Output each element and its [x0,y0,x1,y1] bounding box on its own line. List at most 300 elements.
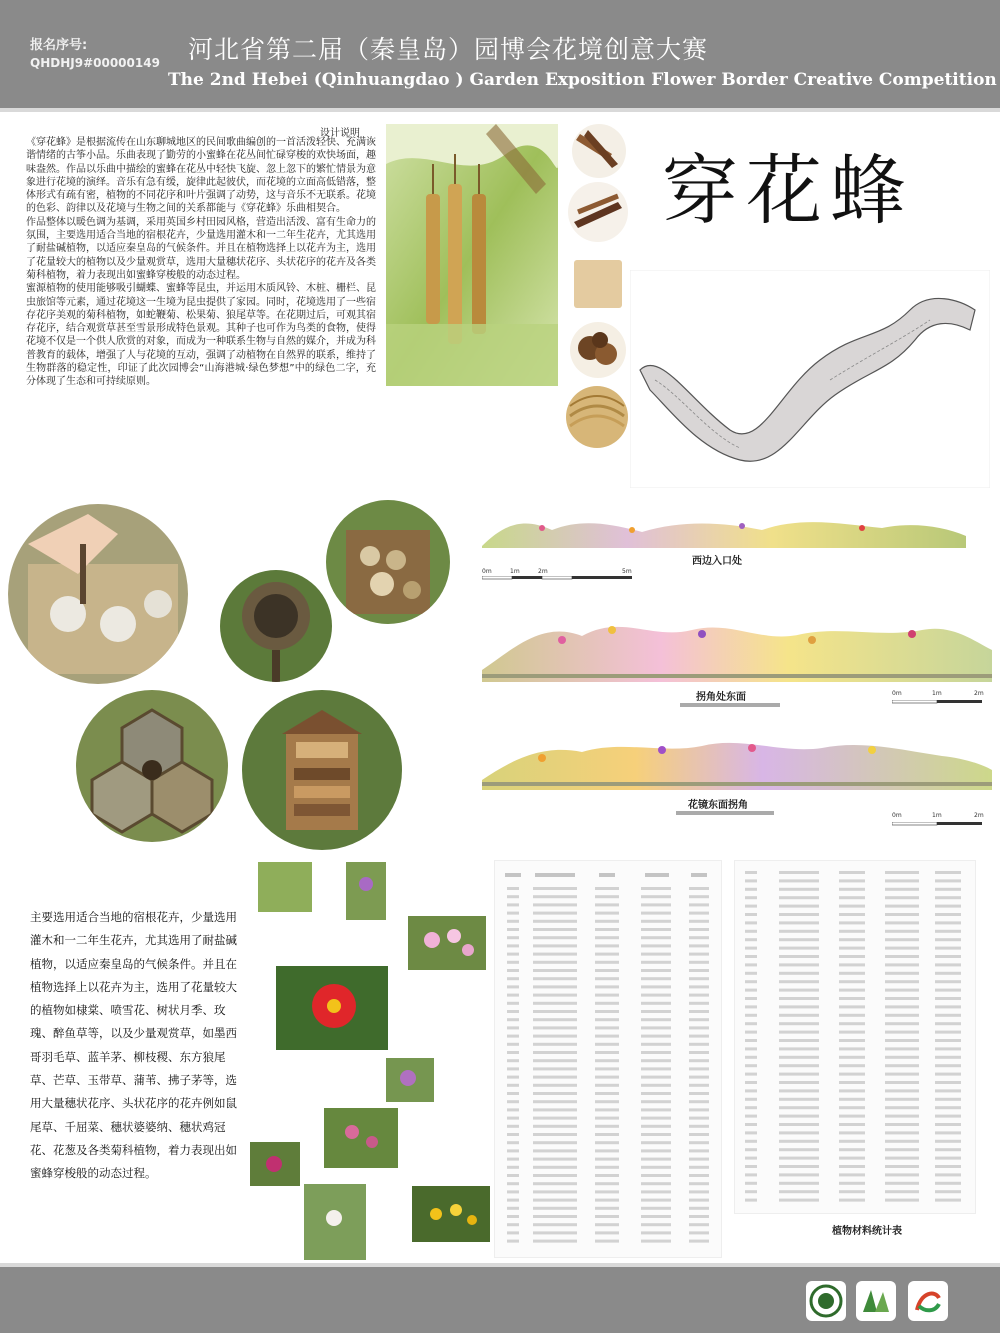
table-cell-placeholder [935,1182,961,1185]
bee-house-photo [242,690,402,850]
table-cell-placeholder [689,1100,709,1103]
table-cell-placeholder [641,953,671,956]
table-cell-placeholder [745,1190,757,1193]
table-cell-placeholder [641,1125,671,1128]
table-cell-placeholder [533,1231,577,1234]
yellow-flower-photo [412,1186,490,1242]
organizer-logo [856,1281,896,1321]
plant-table-caption: 植物材料统计表 [832,1226,902,1237]
table-cell-placeholder [533,920,577,923]
table-cell-placeholder [779,1165,819,1168]
table-cell-placeholder [935,871,961,874]
table-cell-placeholder [595,1002,619,1005]
table-cell-placeholder [641,912,671,915]
table-cell-placeholder [533,1166,577,1169]
table-cell-placeholder [839,1089,865,1092]
table-cell-placeholder [507,1158,519,1161]
table-cell-placeholder [779,1014,819,1017]
table-cell-placeholder [779,1005,819,1008]
table-cell-placeholder [885,930,919,933]
table-cell-placeholder [507,1125,519,1128]
table-cell-placeholder [935,921,961,924]
table-cell-placeholder [689,1166,709,1169]
table-cell-placeholder [507,1010,519,1013]
table-cell-placeholder [745,888,757,891]
table-cell-placeholder [641,1158,671,1161]
table-cell-placeholder [745,1173,757,1176]
design-note-heading: 设计说明 [320,128,360,139]
label-underline [676,811,774,815]
table-cell-placeholder [745,1005,757,1008]
table-cell-placeholder [885,1123,919,1126]
table-cell-placeholder [507,895,519,898]
table-cell-placeholder [745,1140,757,1143]
table-cell-placeholder [885,1047,919,1050]
table-cell-placeholder [507,969,519,972]
table-cell-placeholder [641,961,671,964]
table-cell-placeholder [885,955,919,958]
table-cell-placeholder [779,913,819,916]
table-cell-placeholder [935,905,961,908]
table-cell-placeholder [689,1018,709,1021]
table-cell-placeholder [839,1031,865,1034]
table-cell-placeholder [595,969,619,972]
table-cell-placeholder [533,985,577,988]
table-cell-placeholder [533,1051,577,1054]
table-cell-placeholder [689,1133,709,1136]
table-cell-placeholder [779,1173,819,1176]
table-cell-placeholder [533,977,577,980]
table-cell-placeholder [533,994,577,997]
table-cell-placeholder [689,887,709,890]
title-english: The 2nd Hebei (Qinhuangdao ) Garden Exposition Flower Border Creative Competition [168,70,997,90]
design-note-paragraph: 作品整体以暖色调为基调，采用英国乡村田园风格，营造出活泼、富有生命力的氛围，主要选用适合当地的宿根花卉，少量选用灌木和一二年生花卉，尤其选用了耐盐碱植物，以适应秦皇岛的气候条件。并且在植物选择上以花卉为主，选用了花量较大的植物以及少量观赏草，选用大量穗状花序、头状花序的花卉及各类菊科植物，着力表现出如蜜蜂穿梭般的动态过程。 [26,216,376,281]
bee-hotel-photo-2 [220,570,332,682]
table-cell-placeholder [935,1031,961,1034]
table-cell-placeholder [885,1081,919,1084]
design-note-paragraph: 蜜源植物的使用能够吸引蝴蝶、蜜蜂等昆虫，并运用木质风铃、木桩、栅栏、昆虫旅馆等元素，通过花境这一生境为昆虫提供了家园。同时，花境选用了一些宿存花序美观的菊科植物，如蛇鞭菊、松果菊、狼尾草等。在花期过后，可观其宿存花序，结合观赏草甚至雪景形成特色景观。其种子也可作为鸟类的食物，使得花境不仅是一个供人欣赏的对象，而成为一种联系生物与自然的媒介，并成为科普教育的载体，增强了人与花境的互动，强调了动植物在自然界的联系，维持了生物群落的稳定性，印证了此次园博会“山海港城·绿色梦想”中的绿色二字，充分体现了生态和可持续原则。 [26,283,376,388]
table-cell-placeholder [641,1223,671,1226]
table-cell-placeholder [689,1002,709,1005]
table-cell-placeholder [595,1076,619,1079]
table-cell-placeholder [779,1022,819,1025]
table-cell-placeholder [745,1123,757,1126]
table-cell-placeholder [885,896,919,899]
table-cell-placeholder [507,1141,519,1144]
table-cell-placeholder [839,1064,865,1067]
table-cell-placeholder [885,1073,919,1076]
table-cell-placeholder [595,1240,619,1243]
table-cell-placeholder [779,1089,819,1092]
table-cell-placeholder [507,1100,519,1103]
footer-bar [0,1267,1000,1333]
table-cell-placeholder [595,1108,619,1111]
table-cell-placeholder [839,1199,865,1202]
table-cell-placeholder [779,1081,819,1084]
table-cell-placeholder [641,1166,671,1169]
table-cell-placeholder [507,1002,519,1005]
table-cell-placeholder [839,879,865,882]
honeycomb-bee-hotel-photo [76,690,228,842]
table-cell-placeholder [689,1067,709,1070]
table-cell-placeholder [507,1084,519,1087]
table-cell-placeholder [745,1039,757,1042]
table-cell-placeholder [689,920,709,923]
table-cell-placeholder [885,1190,919,1193]
table-cell-placeholder [507,1043,519,1046]
header-divider [0,108,1000,112]
scale-bar [892,690,982,706]
scale-tick: 5m [622,568,632,575]
table-cell-placeholder [689,1117,709,1120]
table-cell-placeholder [885,1089,919,1092]
table-cell-placeholder [641,1067,671,1070]
table-cell-placeholder [935,913,961,916]
table-cell-placeholder [779,1056,819,1059]
table-cell-placeholder [507,977,519,980]
table-cell-placeholder [745,1115,757,1118]
table-cell-placeholder [595,944,619,947]
table-cell-placeholder [595,1043,619,1046]
table-cell-placeholder [885,1064,919,1067]
table-cell-placeholder [507,928,519,931]
table-cell-placeholder [641,1059,671,1062]
table-cell-placeholder [885,1056,919,1059]
table-cell-placeholder [507,912,519,915]
table-cell-placeholder [935,1148,961,1151]
table-cell-placeholder [641,1035,671,1038]
table-cell-placeholder [533,1125,577,1128]
table-cell-placeholder [745,921,757,924]
table-cell-placeholder [885,1022,919,1025]
table-cell-placeholder [689,1076,709,1079]
table-cell-placeholder [507,887,519,890]
table-cell-placeholder [641,903,671,906]
table-cell-placeholder [839,963,865,966]
artwork-title: 穿花蜂 [662,146,914,235]
branch-material-swatch [568,182,628,242]
table-cell-placeholder [595,1223,619,1226]
scale-tick: 1m [510,568,520,575]
pine-cone-material-swatch [570,322,626,378]
table-cell-placeholder [689,961,709,964]
table-cell-placeholder [689,1149,709,1152]
table-cell-placeholder [839,913,865,916]
table-cell-placeholder [533,1190,577,1193]
table-cell-placeholder [935,1047,961,1050]
table-cell-placeholder [689,1092,709,1095]
table-cell-placeholder [641,1190,671,1193]
table-cell-placeholder [839,938,865,941]
table-cell-placeholder [779,930,819,933]
table-cell-placeholder [935,963,961,966]
table-cell-placeholder [745,1073,757,1076]
table-cell-placeholder [507,1190,519,1193]
table-cell-placeholder [533,1026,577,1029]
table-cell-placeholder [935,1073,961,1076]
table-cell-placeholder [595,1125,619,1128]
table-cell-placeholder [641,1231,671,1234]
table-cell-placeholder [745,1165,757,1168]
table-cell-placeholder [839,997,865,1000]
table-cell-placeholder [839,1140,865,1143]
table-cell-placeholder [689,1190,709,1193]
table-cell-placeholder [595,920,619,923]
scale-bar [482,568,632,582]
table-cell-placeholder [507,1215,519,1218]
table-cell-placeholder [689,1026,709,1029]
table-cell-placeholder [689,1084,709,1087]
table-cell-placeholder [779,980,819,983]
table-cell-placeholder [533,903,577,906]
table-cell-placeholder [839,1106,865,1109]
table-cell-placeholder [935,1131,961,1134]
wood-board-material-swatch [574,260,622,308]
table-cell-placeholder [839,1165,865,1168]
elevation-corner-east [482,600,992,682]
table-cell-placeholder [533,1043,577,1046]
table-cell-placeholder [885,1005,919,1008]
table-cell-placeholder [885,963,919,966]
wind-chime-photo [386,124,558,386]
table-cell-placeholder [935,1081,961,1084]
table-cell-placeholder [745,1089,757,1092]
table-cell-placeholder [885,972,919,975]
table-cell-placeholder [533,1067,577,1070]
table-cell-placeholder [839,1123,865,1126]
table-cell-placeholder [935,1123,961,1126]
table-cell-placeholder [885,1157,919,1160]
table-cell-placeholder [689,1207,709,1210]
table-cell-placeholder [533,1141,577,1144]
table-cell-placeholder [779,1039,819,1042]
table-cell-placeholder [779,1199,819,1202]
table-cell-placeholder [595,1117,619,1120]
table-cell-placeholder [935,989,961,992]
table-cell-placeholder [641,895,671,898]
table-cell-placeholder [689,928,709,931]
table-cell-placeholder [839,905,865,908]
table-cell-placeholder [533,1059,577,1062]
table-cell-placeholder [745,930,757,933]
city-logo [908,1281,948,1321]
table-cell-placeholder [689,912,709,915]
table-cell-placeholder [641,1018,671,1021]
table-cell-placeholder [533,1199,577,1202]
table-cell-placeholder [641,1174,671,1177]
table-cell-placeholder [507,1223,519,1226]
table-cell-placeholder [507,1067,519,1070]
table-cell-placeholder [839,1073,865,1076]
table-cell-placeholder [689,1141,709,1144]
table-cell-placeholder [839,1131,865,1134]
table-cell-placeholder [533,1084,577,1087]
table-cell-placeholder [779,888,819,891]
table-cell-placeholder [745,1031,757,1034]
table-cell-placeholder [839,1039,865,1042]
table-cell-placeholder [595,994,619,997]
table-cell-placeholder [533,887,577,890]
table-cell-placeholder [839,1148,865,1151]
table-cell-placeholder [641,1240,671,1243]
table-cell-placeholder [935,955,961,958]
table-cell-placeholder [839,1005,865,1008]
bee-hotel-photo-1 [8,504,188,684]
table-cell-placeholder [779,1115,819,1118]
table-cell-placeholder [689,994,709,997]
table-cell-placeholder [595,1059,619,1062]
scale-tick: 0m [892,690,902,697]
table-cell-placeholder [507,1133,519,1136]
table-cell-placeholder [533,1092,577,1095]
table-cell-placeholder [745,1064,757,1067]
table-cell-placeholder [885,1014,919,1017]
table-cell-placeholder [885,913,919,916]
table-cell-placeholder [779,963,819,966]
table-cell-placeholder [689,1223,709,1226]
table-cell-placeholder [935,930,961,933]
table-cell-placeholder [745,963,757,966]
title-chinese: 河北省第二届（秦皇岛）园博会花境创意大赛 [188,35,709,64]
table-cell-placeholder [689,1010,709,1013]
table-cell-placeholder [839,972,865,975]
table-cell-placeholder [641,1199,671,1202]
table-cell-placeholder [507,920,519,923]
table-cell-placeholder [779,989,819,992]
table-cell-placeholder [533,1158,577,1161]
purple-flower-photo [346,862,386,920]
table-cell-placeholder [745,997,757,1000]
table-cell-placeholder [533,895,577,898]
table-cell-placeholder [779,871,819,874]
table-cell-placeholder [507,1092,519,1095]
table-cell-placeholder [935,1098,961,1101]
elevation-border-east-corner [482,720,992,790]
table-cell-placeholder [779,1148,819,1151]
table-cell-placeholder [745,972,757,975]
table-cell-placeholder [779,879,819,882]
table-cell-placeholder [935,888,961,891]
table-cell-placeholder [885,989,919,992]
table-cell-placeholder [885,879,919,882]
table-cell-placeholder [595,977,619,980]
table-cell-placeholder [533,1100,577,1103]
table-cell-placeholder [839,1182,865,1185]
table-cell-placeholder [507,994,519,997]
label-underline [680,703,780,707]
table-cell-placeholder [839,888,865,891]
table-cell-placeholder [779,896,819,899]
table-cell-placeholder [935,1056,961,1059]
table-cell-placeholder [885,1115,919,1118]
table-cell-placeholder [745,1148,757,1151]
table-cell-placeholder [507,1149,519,1152]
table-cell-placeholder [507,1108,519,1111]
table-cell-placeholder [745,1131,757,1134]
table-cell-placeholder [935,980,961,983]
table-cell-placeholder [641,928,671,931]
table-cell-placeholder [779,1140,819,1143]
table-cell-placeholder [595,1166,619,1169]
table-cell-placeholder [779,938,819,941]
table-cell-placeholder [885,1131,919,1134]
table-cell-placeholder [839,1047,865,1050]
rose-flower-photo [324,1108,398,1168]
table-cell-placeholder [885,938,919,941]
table-cell-placeholder [533,1182,577,1185]
zinnia-photo [276,966,388,1050]
expo-seal-logo [806,1281,846,1321]
table-cell-placeholder [935,1014,961,1017]
table-cell-placeholder [885,871,919,874]
table-cell-placeholder [745,1047,757,1050]
table-cell-placeholder [507,1231,519,1234]
table-cell-placeholder [641,887,671,890]
table-cell-placeholder [595,1207,619,1210]
table-cell-placeholder [779,1047,819,1050]
table-cell-placeholder [507,1240,519,1243]
table-cell-placeholder [745,1098,757,1101]
table-cell-placeholder [935,947,961,950]
table-cell-placeholder [595,1133,619,1136]
table-cell-placeholder [595,985,619,988]
table-cell-placeholder [641,1108,671,1111]
table-cell-placeholder [595,1010,619,1013]
table-cell-placeholder [745,1081,757,1084]
table-cell-placeholder [533,936,577,939]
table-cell-placeholder [507,903,519,906]
table-cell-placeholder [533,961,577,964]
table-cell-placeholder [533,1207,577,1210]
table-cell-placeholder [533,928,577,931]
table-cell-placeholder [935,896,961,899]
table-cell-placeholder [779,1190,819,1193]
table-cell-placeholder [689,1059,709,1062]
table-cell-placeholder [507,1026,519,1029]
table-cell-placeholder [839,1081,865,1084]
table-cell-placeholder [745,1106,757,1109]
table-cell-placeholder [839,930,865,933]
scale-tick: 1m [932,690,942,697]
table-cell-placeholder [641,1141,671,1144]
table-cell-placeholder [533,912,577,915]
table-cell-placeholder [595,895,619,898]
design-note-body [26,136,376,389]
table-cell-placeholder [533,1174,577,1177]
table-cell-placeholder [641,1207,671,1210]
table-cell-placeholder [839,1157,865,1160]
table-cell-placeholder [779,1157,819,1160]
table-cell-placeholder [595,1018,619,1021]
scale-tick: 2m [538,568,548,575]
table-cell-placeholder [533,1002,577,1005]
table-cell-placeholder [689,936,709,939]
table-cell-placeholder [533,1035,577,1038]
table-cell-placeholder [641,936,671,939]
table-cell-placeholder [533,1240,577,1243]
table-cell-placeholder [595,1158,619,1161]
table-cell-placeholder [745,980,757,983]
table-cell-placeholder [641,944,671,947]
table-cell-placeholder [641,1076,671,1079]
table-cell-placeholder [689,1051,709,1054]
table-cell-placeholder [839,980,865,983]
table-cell-placeholder [533,1018,577,1021]
table-cell-placeholder [507,1059,519,1062]
table-cell-placeholder [641,969,671,972]
table-cell-placeholder [689,977,709,980]
table-cell-placeholder [779,955,819,958]
